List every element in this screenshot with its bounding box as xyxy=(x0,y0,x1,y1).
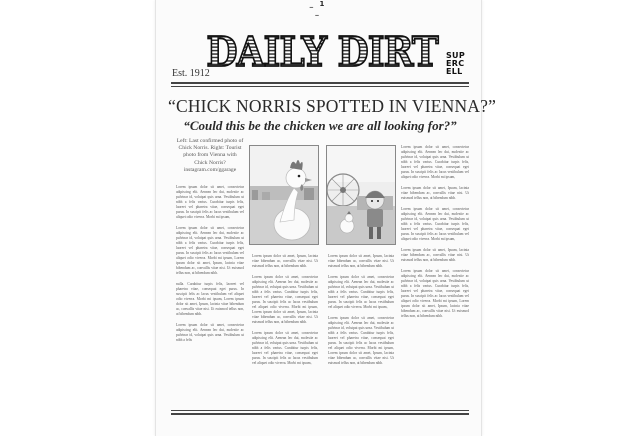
paragraph: Lorem ipsum dolor sit amet, consectetur adipiscing elit. Aenean leo dui, molestie ac pulvinar id, volutpat quis urna. Vestibulum ut nibh a felis varius. Curabitur turpis felis, laoreet vel pharetra vitae, consequat eget purus. In suscipit felis ac lacus vestibulum vel aliquet odio viverra. Morbi mi ipsum, Lorem ipsum dolor sit amet, Ipsum, lacinia vitae bibendum ac, convallis vitae nisi. Ut euismod tellus non, at bibendum nibh. xyxy=(401,269,469,318)
article-column-1 xyxy=(176,185,244,405)
paragraph: Lorem ipsum dolor sit amet, consectetur adipiscing elit. Aenean leo dui, molestie ac pulvinar id, volutpat quis urna. Vestibulum ut nibh a felis varius. Curabitur turpis felis, laoreet vel pharetra vitae, consequat eget purus. In suscipit felis ac lacus vestibulum vel aliquet odio viverra. Morbi mi ipsum, xyxy=(176,185,244,219)
masthead-rule-top xyxy=(171,82,469,84)
newspaper-page xyxy=(155,0,497,436)
paragraph: Lorem ipsum dolor sit amet, Ipsum, lacinia vitae bibendum ac, convallis vitae nisi. Ut euismod tellus non, at bibendum nibh. xyxy=(328,254,394,268)
footer-rule-bottom xyxy=(171,413,469,415)
paragraph: Lorem ipsum dolor sit amet, Ipsum, lacinia vitae bibendum ac, convallis vitae nisi. Ut euismod tellus non, at bibendum nibh. xyxy=(252,254,318,268)
paragraph: Lorem ipsum dolor sit amet, consectetur adipiscing elit. Aenean leo dui, molestie ac pulvinar id, volutpat quis urna. Vestibulum ut nibh a felis varius. Curabitur turpis felis, laoreet vel pharetra vitae, consequat eget purus. In suscipit felis ac lacus vestibulum vel aliquet odio viverra. Morbi mi ipsum, xyxy=(401,207,469,241)
photo-caption: Left: Last confirmed photo of Chick Norris. Right: Tourist photo from Vienna with Chick Norris? instagram.com/ggarage xyxy=(176,138,244,173)
paragraph: Lorem ipsum dolor sit amet, consectetur adipiscing elit. Aenean leo dui, molestie ac pulvinar id, volutpat quis urna. Vestibulum ut nibh a felis varius. Curabitur turpis felis, laoreet vel pharetra vitae, consequat eget purus. In suscipit felis ac lacus vestibulum vel aliquet odio viverra. Morbi mi ipsum, Lorem ipsum dolor sit amet, Ipsum, lacinia vitae bibendum ac, convallis vitae nisi. Ut euismod tellus non, at bibendum nibh. xyxy=(252,275,318,324)
subheadline: “Could this be the chicken we are all looking for?” xyxy=(183,118,457,133)
page-number: _ 1 _ xyxy=(309,0,327,16)
paragraph: Lorem ipsum dolor sit amet, consectetur adipiscing elit. Aenean leo dui, molestie ac pulvinar id, volutpat quis urna. Vestibulum ut nibh a felis varius. Curabitur turpis felis, laoreet vel pharetra vitae, consequat eget purus. In suscipit felis ac lacus vestibulum vel aliquet odio viverra. Morbi mi ipsum, Lorem ipsum dolor sit amet, Ipsum, lacinia vitae bibendum ac, convallis vitae nisi. Ut euismod tellus non, at bibendum nibh. xyxy=(176,226,244,275)
footer-rule-top xyxy=(171,410,469,411)
established-date: Est. 1912 xyxy=(172,68,210,79)
paragraph: Lorem ipsum dolor sit amet, consectetur adipiscing elit. Aenean leo dui, molestie ac pulvinar id, volutpat quis urna. Vestibulum ut nibh a felis varius. Curabitur turpis felis, laoreet vel pharetra vitae, consequat eget purus. In suscipit felis ac lacus vestibulum vel aliquet odio viverra. Morbi mi ipsum, xyxy=(328,275,394,309)
paragraph: Lorem ipsum dolor sit amet, consectetur adipiscing elit. Aenean leo dui, molestie ac pulvinar id, volutpat quis urna. Vestibulum ut nibh a felis xyxy=(176,323,244,342)
article-column-4 xyxy=(401,145,469,385)
masthead-title xyxy=(206,28,438,80)
paragraph: Lorem ipsum dolor sit amet, consectetur adipiscing elit. Aenean leo dui, molestie ac pulvinar id, volutpat quis urna. Vestibulum ut nibh a felis varius. Curabitur turpis felis, laoreet vel pharetra vitae, consequat eget purus. In suscipit felis ac lacus vestibulum vel aliquet odio viverra. Morbi mi ipsum, xyxy=(252,331,318,365)
supercell-logo: SUP ERC ELL xyxy=(446,51,466,76)
svg-text:DAILY DIRT: DAILY DIRT xyxy=(206,28,438,77)
chicken-photo xyxy=(249,145,319,245)
masthead-rule-bottom xyxy=(171,86,469,87)
article-column-3 xyxy=(328,254,394,384)
article-column-2 xyxy=(252,254,318,404)
paragraph: Lorem ipsum dolor sit amet, consectetur adipiscing elit. Aenean leo dui, molestie ac pulvinar id, volutpat quis urna. Vestibulum ut nibh a felis varius. Curabitur turpis felis, laoreet vel pharetra vitae, consequat eget purus. In suscipit felis ac lacus vestibulum vel aliquet odio viverra. Morbi mi ipsum, Lorem ipsum dolor sit amet, Ipsum, lacinia vitae bibendum ac, convallis vitae nisi. Ut euismod tellus non, at bibendum nibh. xyxy=(328,316,394,365)
vienna-tourist-photo xyxy=(326,145,396,245)
paragraph: Lorem ipsum dolor sit amet, consectetur adipiscing elit. Aenean leo dui, molestie ac pulvinar id, volutpat quis urna. Vestibulum ut nibh a felis varius. Curabitur turpis felis, laoreet vel pharetra vitae, consequat eget purus. In suscipit felis ac lacus vestibulum vel aliquet odio viverra. Morbi mi ipsum, xyxy=(401,145,469,179)
paragraph: Lorem ipsum dolor sit amet, Ipsum, lacinia vitae bibendum ac, convallis vitae nisi. Ut euismod tellus non, at bibendum nibh. xyxy=(401,186,469,200)
paragraph: nulla. Curabitur turpis felis, laoreet vel pharetra vitae, consequat eget purus. In suscipit felis ac lacus vestibulum vel aliquet odio viverra. Morbi mi ipsum, Lorem ipsum dolor sit amet, Ipsum, lacinia vitae bibendum ac, convallis vitae nisi. Ut euismod tellus non, at bibendum nibh. xyxy=(176,282,244,316)
headline: “CHICK NORRIS SPOTTED IN VIENNA?” xyxy=(168,96,497,116)
paragraph: Lorem ipsum dolor sit amet, Ipsum, lacinia vitae bibendum ac, convallis vitae nisi. Ut euismod tellus non, at bibendum nibh. xyxy=(401,248,469,262)
